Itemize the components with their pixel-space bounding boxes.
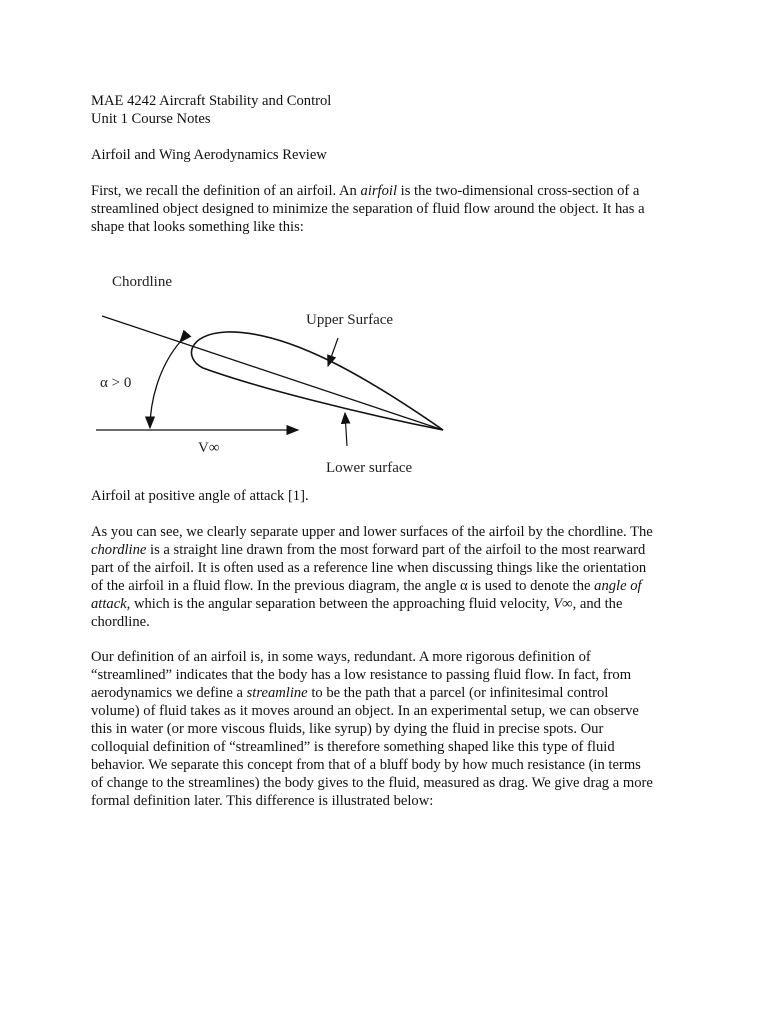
chordline — [102, 316, 443, 430]
emphasis-streamline: streamline — [246, 685, 308, 701]
paragraph-line: volume) of fluid takes as it moves around an object. In an experimental setup, we can observe — [91, 703, 639, 719]
text-run: is a straight line drawn from the most forward part of the airfoil to the most rearward — [146, 542, 646, 558]
airfoil-figure — [88, 268, 468, 482]
paragraph-line — [91, 684, 691, 702]
section-title-text: Airfoil and Wing Aerodynamics Review — [91, 147, 327, 163]
paragraph-line — [91, 577, 691, 595]
paragraph-line: part of the airfoil. It is often used as a reference line when discussing things like the orientation — [91, 560, 647, 576]
text-run: of the airfoil in a fluid flow. In the previous diagram, the angle α is used to denote the — [91, 578, 595, 594]
unit-title: Unit 1 Course Notes — [91, 111, 211, 127]
chordline-label: Chordline — [112, 274, 172, 290]
paragraph-line: As you can see, we clearly separate upper and lower surfaces of the airfoil by the chordline. The — [91, 524, 653, 540]
paragraph-line: behavior. We separate this concept from that of a bluff body by how much resistance (in terms — [91, 757, 641, 773]
paragraph-line: this in water (or more viscous fluids, like syrup) by dying the fluid in precise spots. Our — [91, 721, 604, 737]
alpha-label: α > 0 — [100, 375, 132, 391]
text-run: First, we recall the definition of an airfoil. An — [91, 183, 361, 199]
paragraph-line: “streamlined” indicates that the body has a low resistance to passing fluid flow. In fact, from — [91, 667, 632, 683]
airfoil-outline — [191, 332, 443, 430]
lower-surface-label: Lower surface — [326, 460, 413, 476]
text-run: is the two-dimensional cross-section of a — [397, 183, 640, 199]
paragraph-streamlined — [91, 648, 691, 810]
text-run: to be the path that a parcel (or infinitesimal control — [307, 685, 609, 701]
emphasis-velocity: V∞ — [553, 596, 573, 612]
course-title: MAE 4242 Aircraft Stability and Control — [91, 93, 332, 109]
upper-surface-label: Upper Surface — [306, 312, 394, 328]
document-header — [91, 92, 691, 128]
lower-surface-pointer — [345, 413, 347, 446]
paragraph-line: of change to the streamlines) the body gives to the fluid, measured as drag. We give drag a more — [91, 775, 653, 791]
emphasis-angle-of: angle of — [594, 578, 642, 594]
paragraph-line: streamlined object designed to minimize the separation of fluid flow around the object. It has a — [91, 201, 645, 217]
text-run: , and the — [572, 596, 623, 612]
paragraph-line: shape that looks something like this: — [91, 219, 304, 235]
paragraph-line — [91, 541, 691, 559]
alpha-arc — [150, 342, 180, 428]
airfoil-diagram — [88, 268, 468, 482]
paragraph-line: colloquial definition of “streamlined” is therefore something shaped like this type of fluid — [91, 739, 615, 755]
figure-caption — [91, 487, 691, 505]
emphasis-attack: attack, — [91, 596, 131, 612]
caption-text: Airfoil at positive angle of attack [1]. — [91, 488, 309, 504]
text-run: aerodynamics we define a — [91, 685, 247, 701]
paragraph-line: Our definition of an airfoil is, in some ways, redundant. A more rigorous definition of — [91, 649, 591, 665]
emphasis-airfoil: airfoil — [360, 183, 398, 199]
emphasis-chordline: chordline — [91, 542, 147, 558]
paragraph-line — [91, 182, 691, 200]
section-title — [91, 146, 691, 164]
paragraph-chordline — [91, 523, 691, 631]
paragraph-line: chordline. — [91, 614, 150, 630]
paragraph-line — [91, 595, 691, 613]
text-run: which is the angular separation between the approaching fluid velocity, — [130, 596, 554, 612]
paragraph-line: formal definition later. This difference is illustrated below: — [91, 793, 434, 809]
paragraph-airfoil-definition — [91, 182, 691, 236]
velocity-label: V∞ — [198, 440, 220, 456]
